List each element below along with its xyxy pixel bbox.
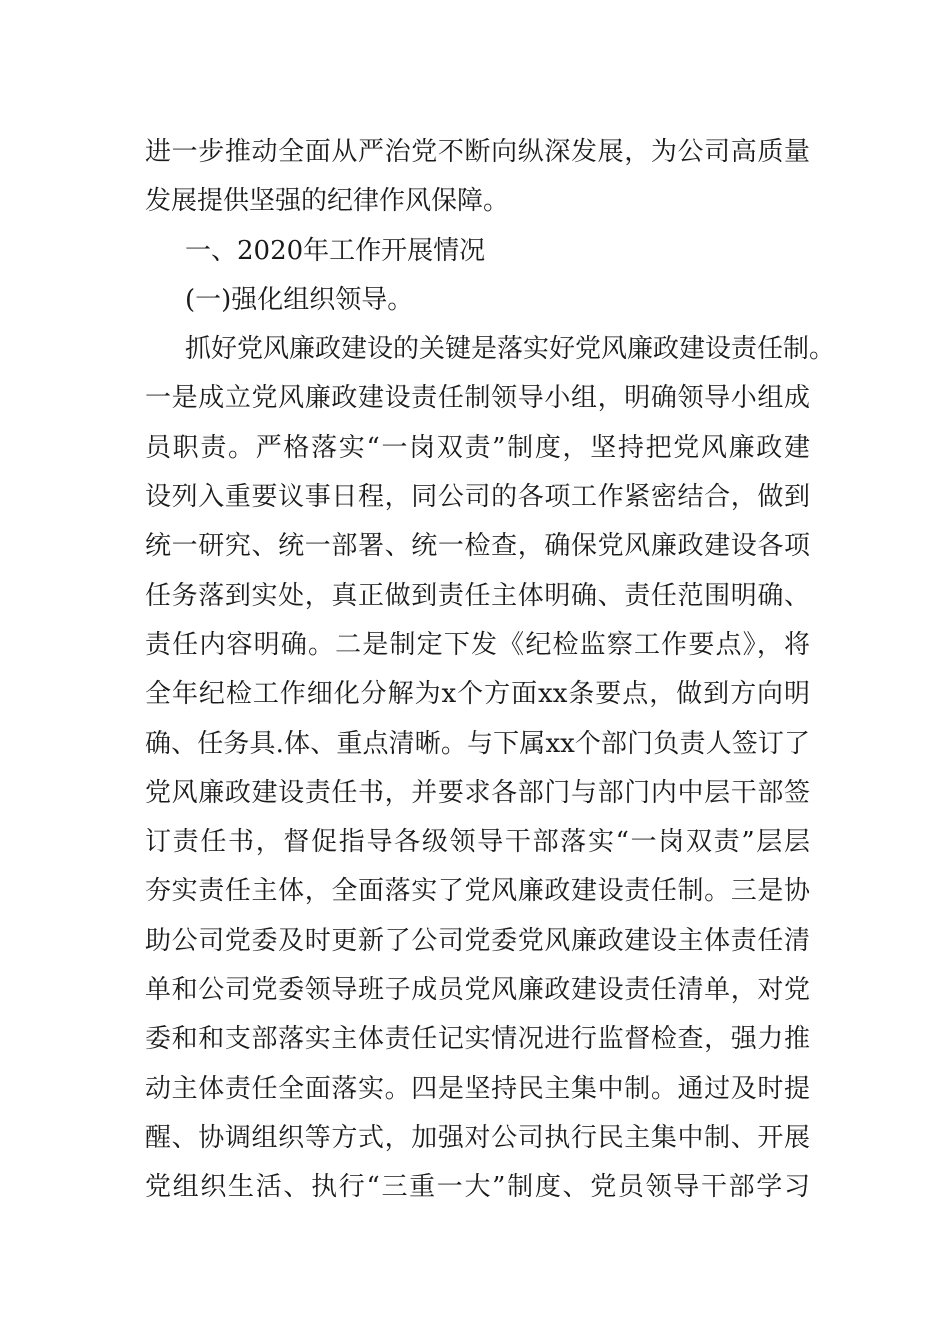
paragraph-line: 确、任务具.体、重点清晰。与下属xx个部门负责人签订了	[145, 728, 810, 759]
section-heading: 一、2020年工作开展情况	[185, 235, 486, 266]
paragraph-line: 委和和支部落实主体责任记实情况进行监督检查，强力推	[145, 1024, 810, 1055]
paragraph-line: 统一研究、统一部署、统一检查，确保党风廉政建设各项	[145, 531, 810, 562]
paragraph-line: 一是成立党风廉政建设责任制领导小组，明确领导小组成	[145, 383, 810, 414]
paragraph-line: 进一步推动全面从严治党不断向纵深发展，为公司高质量	[145, 137, 810, 167]
paragraph-line: 夯实责任主体，全面落实了党风廉政建设责任制。三是协	[145, 876, 810, 907]
paragraph-line: 助公司党委及时更新了公司党委党风廉政建设主体责任清	[145, 925, 810, 956]
paragraph-line: 单和公司党委领导班子成员党风廉政建设责任清单，对党	[145, 975, 810, 1006]
paragraph-line: 任务落到实处，真正做到责任主体明确、责任范围明确、	[145, 580, 810, 611]
paragraph-line: 发展提供坚强的纪律作风保障。	[145, 186, 510, 217]
subsection-heading: (一)强化组织领导。	[185, 284, 414, 315]
paragraph-line: 动主体责任全面落实。四是坚持民主集中制。通过及时提	[145, 1073, 810, 1104]
paragraph-line: 党组织生活、执行“三重一大”制度、党员领导干部学习	[145, 1172, 810, 1203]
document-body	[145, 128, 836, 1213]
paragraph-line: 员职责。严格落实“一岗双责”制度，坚持把党风廉政建	[145, 432, 810, 463]
paragraph-line: 抓好党风廉政建设的关键是落实好党风廉政建设责任制。	[185, 334, 836, 365]
paragraph-line: 全年纪检工作细化分解为x个方面xx条要点，做到方向明	[145, 679, 810, 710]
paragraph-line: 责任内容明确。二是制定下发《纪检监察工作要点》，将	[145, 629, 810, 660]
paragraph-line: 订责任书，督促指导各级领导干部落实“一岗双责”层层	[145, 827, 810, 858]
paragraph-line: 党风廉政建设责任书，并要求各部门与部门内中层干部签	[145, 777, 810, 808]
paragraph-line: 醒、协调组织等方式，加强对公司执行民主集中制、开展	[145, 1122, 810, 1153]
paragraph-line: 设列入重要议事日程，同公司的各项工作紧密结合，做到	[145, 482, 810, 513]
